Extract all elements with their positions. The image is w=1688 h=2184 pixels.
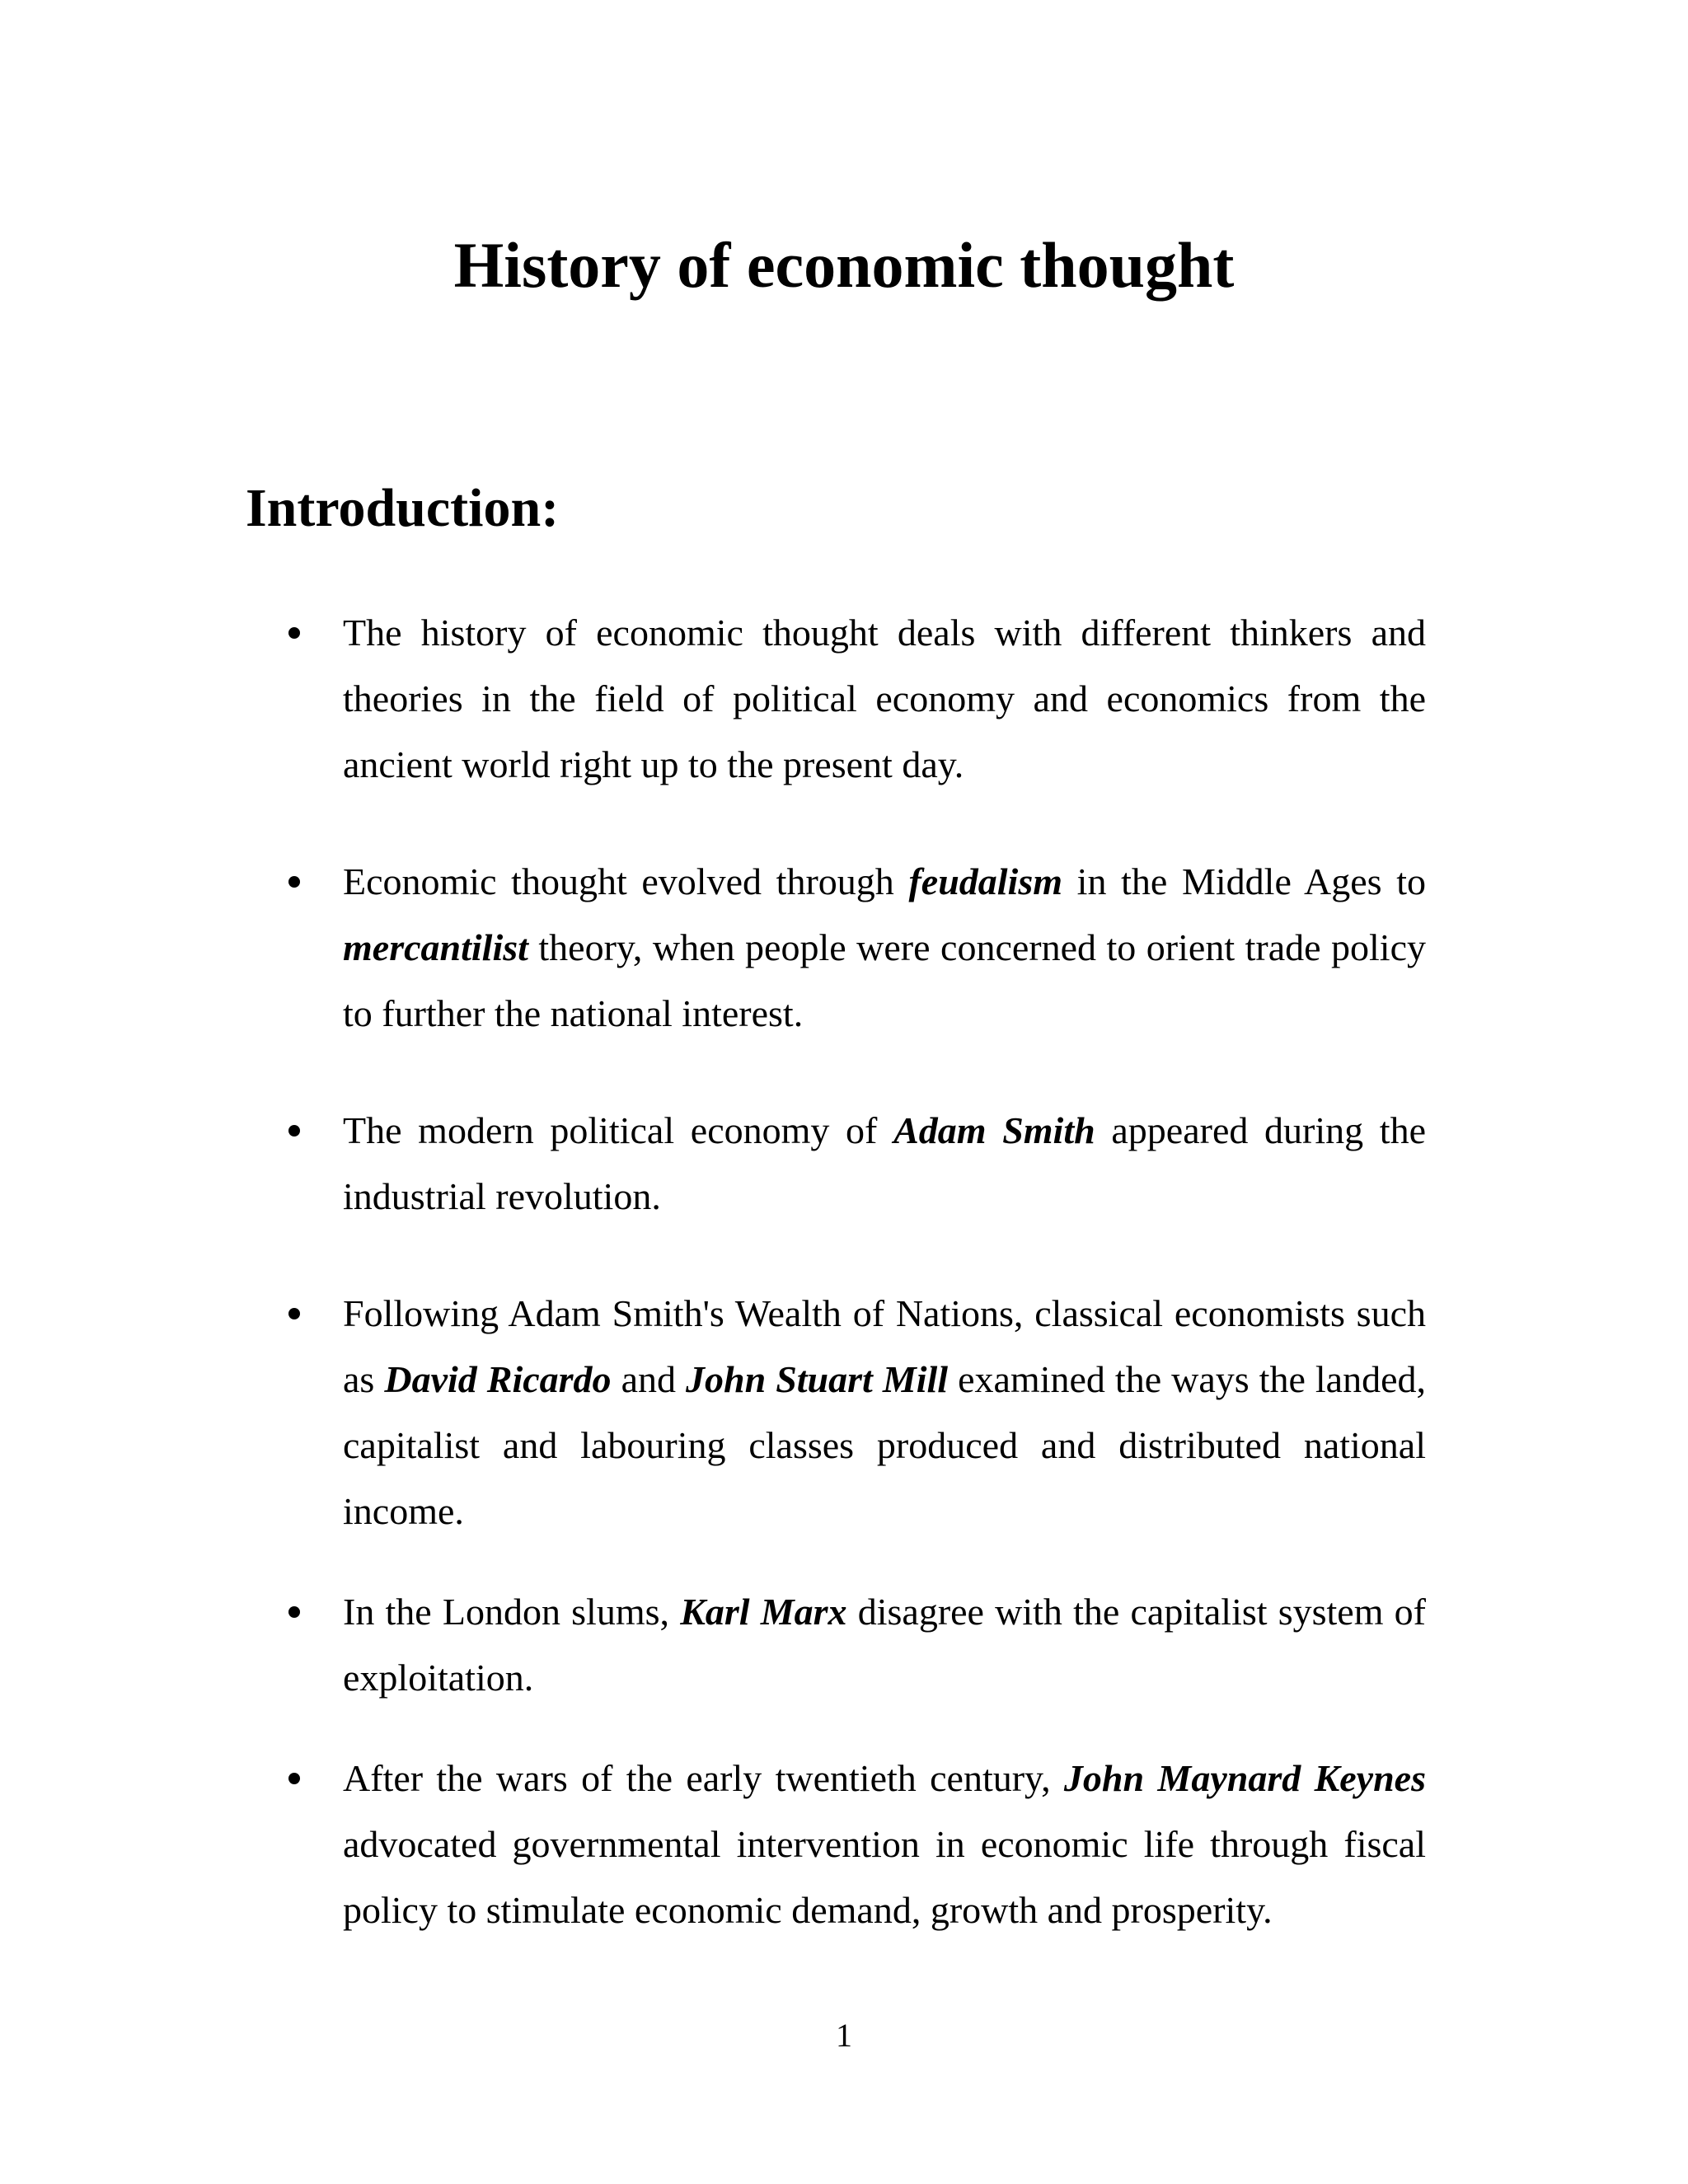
bullet-text: [343, 1098, 1426, 1230]
bullet-dot-icon: [288, 1308, 300, 1319]
text-segment: Following Adam Smith's Wealth of Nations, classical economists such as: [343, 1292, 1426, 1400]
emphasized-term: Adam Smith: [893, 1109, 1095, 1151]
text-segment: appeared during the industrial revolution.: [343, 1109, 1426, 1217]
bullet-text: [343, 1579, 1426, 1711]
bullet-dot-icon: [288, 1773, 300, 1784]
emphasized-term: John Maynard Keynes: [1063, 1757, 1426, 1799]
section-heading-introduction: Introduction:: [246, 478, 560, 538]
bullet-text: [343, 600, 1426, 798]
bullet-text: [343, 1281, 1426, 1544]
emphasized-term: John Stuart Mill: [686, 1358, 949, 1400]
bullet-dot-icon: [288, 1125, 300, 1137]
text-segment: In the London slums,: [343, 1591, 681, 1633]
emphasized-term: mercantilist: [343, 926, 528, 968]
bullet-text: [343, 1746, 1426, 1943]
text-segment: theory, when people were concerned to orient trade policy to further the national interest.: [343, 926, 1426, 1034]
text-segment: Economic thought evolved through: [343, 860, 909, 902]
page-number: 1: [836, 2017, 852, 2054]
bullet-text: [343, 849, 1426, 1047]
text-segment: disagree with the capitalist system of exploitation.: [343, 1591, 1426, 1699]
page-title: History of economic thought: [453, 229, 1235, 301]
text-segment: After the wars of the early twentieth century,: [343, 1757, 1064, 1799]
text-segment: The history of economic thought deals with different thinkers and theories in the field of political economy and economics from the ancient world right up to the present day.: [343, 612, 1426, 785]
emphasized-term: feudalism: [908, 860, 1063, 902]
bullet-dot-icon: [288, 1606, 300, 1618]
text-segment: and: [611, 1358, 687, 1400]
text-segment: in the Middle Ages to: [1062, 860, 1426, 902]
text-segment: advocated governmental intervention in economic life through fiscal policy to stimulate economic demand, growth and prosperity.: [343, 1823, 1426, 1931]
emphasized-term: David Ricardo: [384, 1358, 612, 1400]
emphasized-term: Karl Marx: [680, 1591, 847, 1633]
bullet-dot-icon: [288, 627, 300, 639]
text-segment: examined the ways the landed, capitalist and labouring classes produced and distributed national income.: [343, 1358, 1427, 1532]
bullet-dot-icon: [288, 876, 300, 888]
text-segment: The modern political economy of: [343, 1109, 894, 1151]
